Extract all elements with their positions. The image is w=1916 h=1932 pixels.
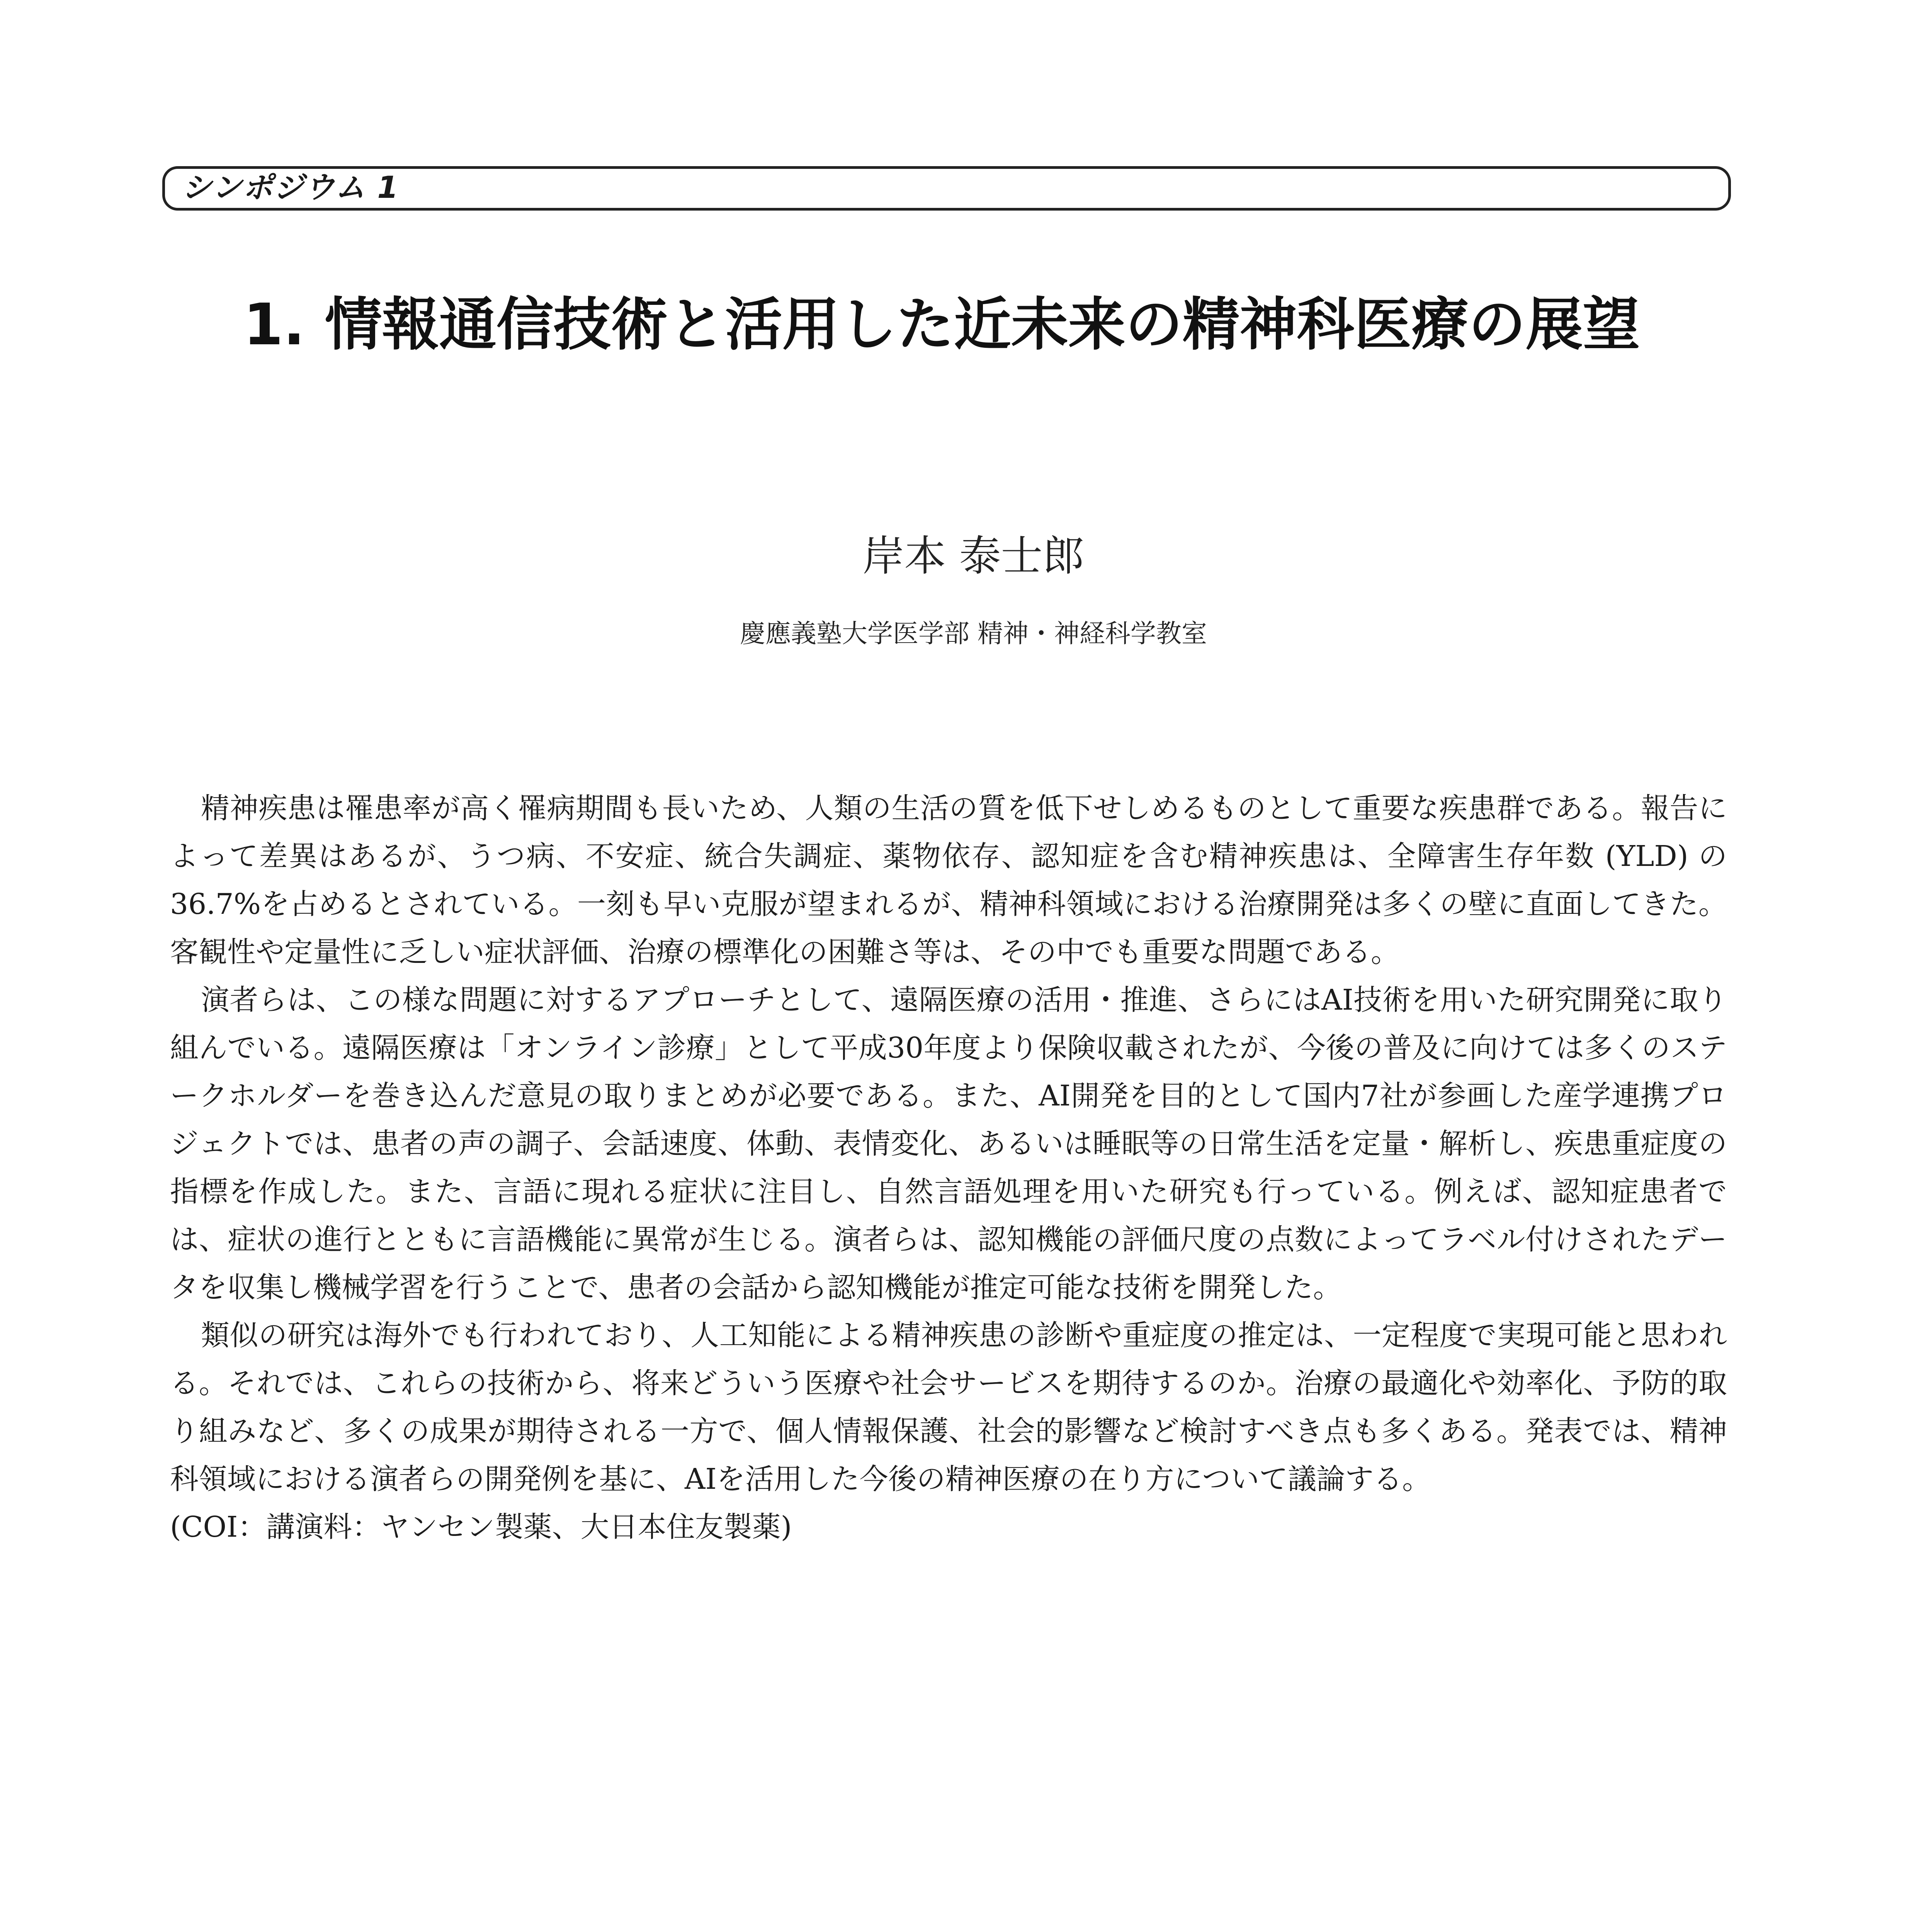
coi-statement: (COI：講演料：ヤンセン製薬、大日本住友製薬)	[170, 1510, 792, 1544]
article-title: 1. 情報通信技術と活用した近未来の精神科医療の展望	[243, 291, 1640, 358]
body-paragraph: 演者らは、この様な問題に対するアプローチとして、遠隔医療の活用・推進、さらにはAI技術を用いた研究開発に取り組んでいる。遠隔医療は「オンライン診療」として平成30年度より保険収載されたが、今後の普及に向けては多くのステークホルダーを巻き込んだ意見の取りまとめが必要である。また、AI開発を目的として国内7社が参画した産学連携プロジェクトでは、患者の声の調子、会話速度、体動、表情変化、あるいは睡眠等の日常生活を定量・解析し、疾患重症度の指標を作成した。また、言語に現れる症状に注目し、自然言語処理を用いた研究も行っている。例えば、認知症患者では、症状の進行とともに言語機能に異常が生じる。演者らは、認知機能の評価尺度の点数によってラベル付けされたデータを収集し機械学習を行うことで、患者の会話から認知機能が推定可能な技術を開発した。	[170, 983, 1727, 1304]
abstract-body	[170, 784, 1727, 1551]
author-affiliation: 慶應義塾大学医学部 精神・神経科学教室	[740, 619, 1207, 648]
body-paragraph: 精神疾患は罹患率が高く罹病期間も長いため、人類の生活の質を低下せしめるものとして重要な疾患群である。報告によって差異はあるが、うつ病、不安症、統合失調症、薬物依存、認知症を含む精神疾患は、全障害生存年数 (YLD) の36.7%を占めるとされている。一刻も早い克服が望まれるが、精神科領域における治療開発は多くの壁に直面してきた。客観性や定量性に乏しい症状評価、治療の標準化の困難さ等は、その中でも重要な問題である。	[170, 792, 1727, 969]
author-name: 岸本 泰士郎	[862, 532, 1085, 580]
body-paragraph: 類似の研究は海外でも行われており、人工知能による精神疾患の診断や重症度の推定は、一定程度で実現可能と思われる。それでは、これらの技術から、将来どういう医療や社会サービスを期待するのか。治療の最適化や効率化、予防的取り組みなど、多くの成果が期待される一方で、個人情報保護、社会的影響など検討すべき点も多くある。発表では、精神科領域における演者らの開発例を基に、AIを活用した今後の精神医療の在り方について議論する。	[170, 1319, 1727, 1496]
section-label: シンポジウム 1	[182, 170, 399, 205]
